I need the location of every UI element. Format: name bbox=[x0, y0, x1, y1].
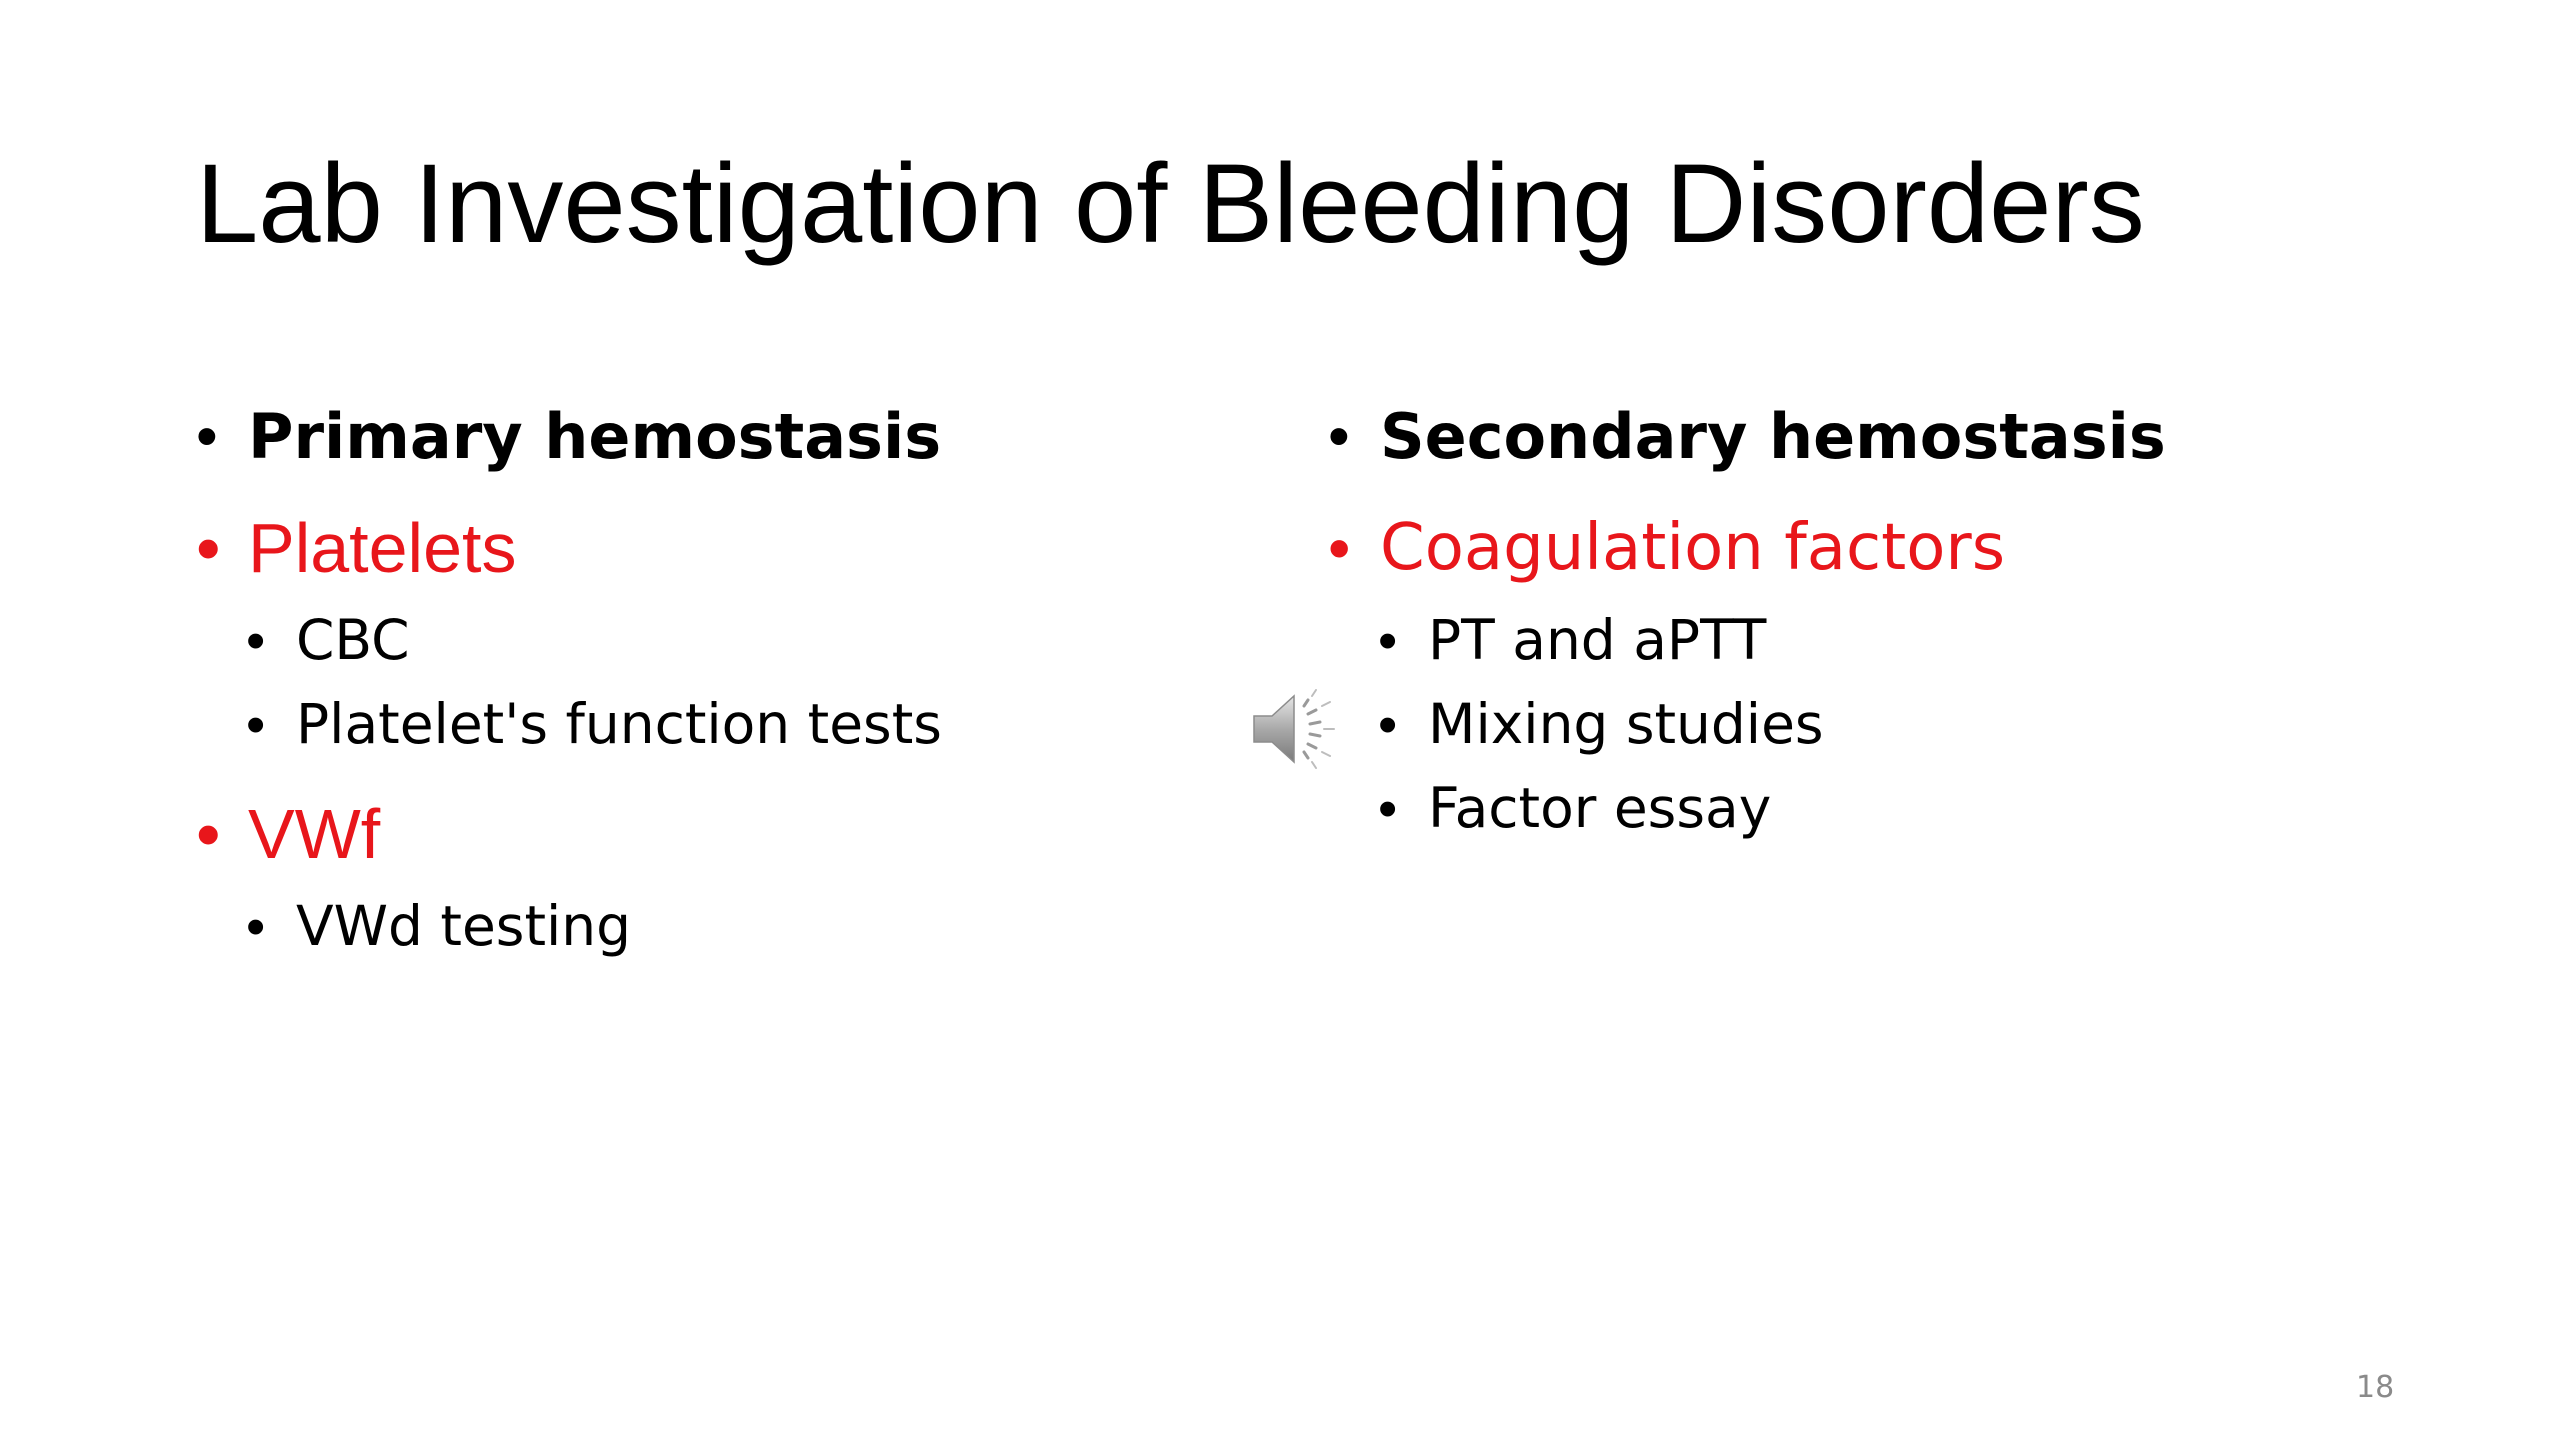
bullet: • bbox=[196, 509, 221, 587]
list-item-label: Factor essay bbox=[1428, 776, 1772, 840]
bullet: • bbox=[1378, 609, 1398, 671]
group-label: Coagulation factors bbox=[1380, 511, 2006, 585]
page-number: 18 bbox=[2356, 1370, 2395, 1405]
bullet: • bbox=[1378, 693, 1398, 755]
heading-secondary-hemostasis bbox=[1328, 392, 2348, 482]
list-item bbox=[1328, 766, 2348, 850]
list-item bbox=[1328, 682, 2348, 766]
list-item-label: CBC bbox=[296, 608, 410, 672]
heading-label: Secondary hemostasis bbox=[1380, 400, 2166, 473]
group-label-coagulation-factors bbox=[1328, 498, 2348, 598]
list-item-label: PT and aPTT bbox=[1428, 608, 1767, 672]
bullet: • bbox=[246, 609, 266, 671]
bullet: • bbox=[246, 693, 266, 755]
list-item bbox=[1328, 598, 2348, 682]
bullet: • bbox=[1378, 777, 1398, 839]
right-column bbox=[1328, 392, 2348, 850]
bullet: • bbox=[1328, 402, 1350, 471]
group-label: VWf bbox=[248, 795, 381, 873]
heading-primary-hemostasis bbox=[196, 392, 1216, 482]
group-label-vwf bbox=[196, 784, 1216, 884]
speaker-icon[interactable] bbox=[1248, 684, 1338, 774]
list-item bbox=[196, 682, 1216, 766]
bullet: • bbox=[246, 895, 266, 957]
speaker-icon-graphic bbox=[1248, 684, 1338, 774]
bullet: • bbox=[1328, 512, 1351, 584]
left-column bbox=[196, 392, 1216, 968]
list-item-label: Mixing studies bbox=[1428, 692, 1824, 756]
list-item bbox=[196, 884, 1216, 968]
group-label: Platelets bbox=[248, 509, 517, 587]
bullet: • bbox=[196, 795, 221, 873]
list-item-label: Platelet's function tests bbox=[296, 692, 942, 756]
heading-label: Primary hemostasis bbox=[248, 400, 942, 473]
bullet: • bbox=[196, 402, 218, 471]
list-item bbox=[196, 598, 1216, 682]
list-item-label: VWd testing bbox=[296, 894, 632, 958]
group-label-platelets bbox=[196, 498, 1216, 598]
slide-title: Lab Investigation of Bleeding Disorders bbox=[196, 141, 2145, 266]
